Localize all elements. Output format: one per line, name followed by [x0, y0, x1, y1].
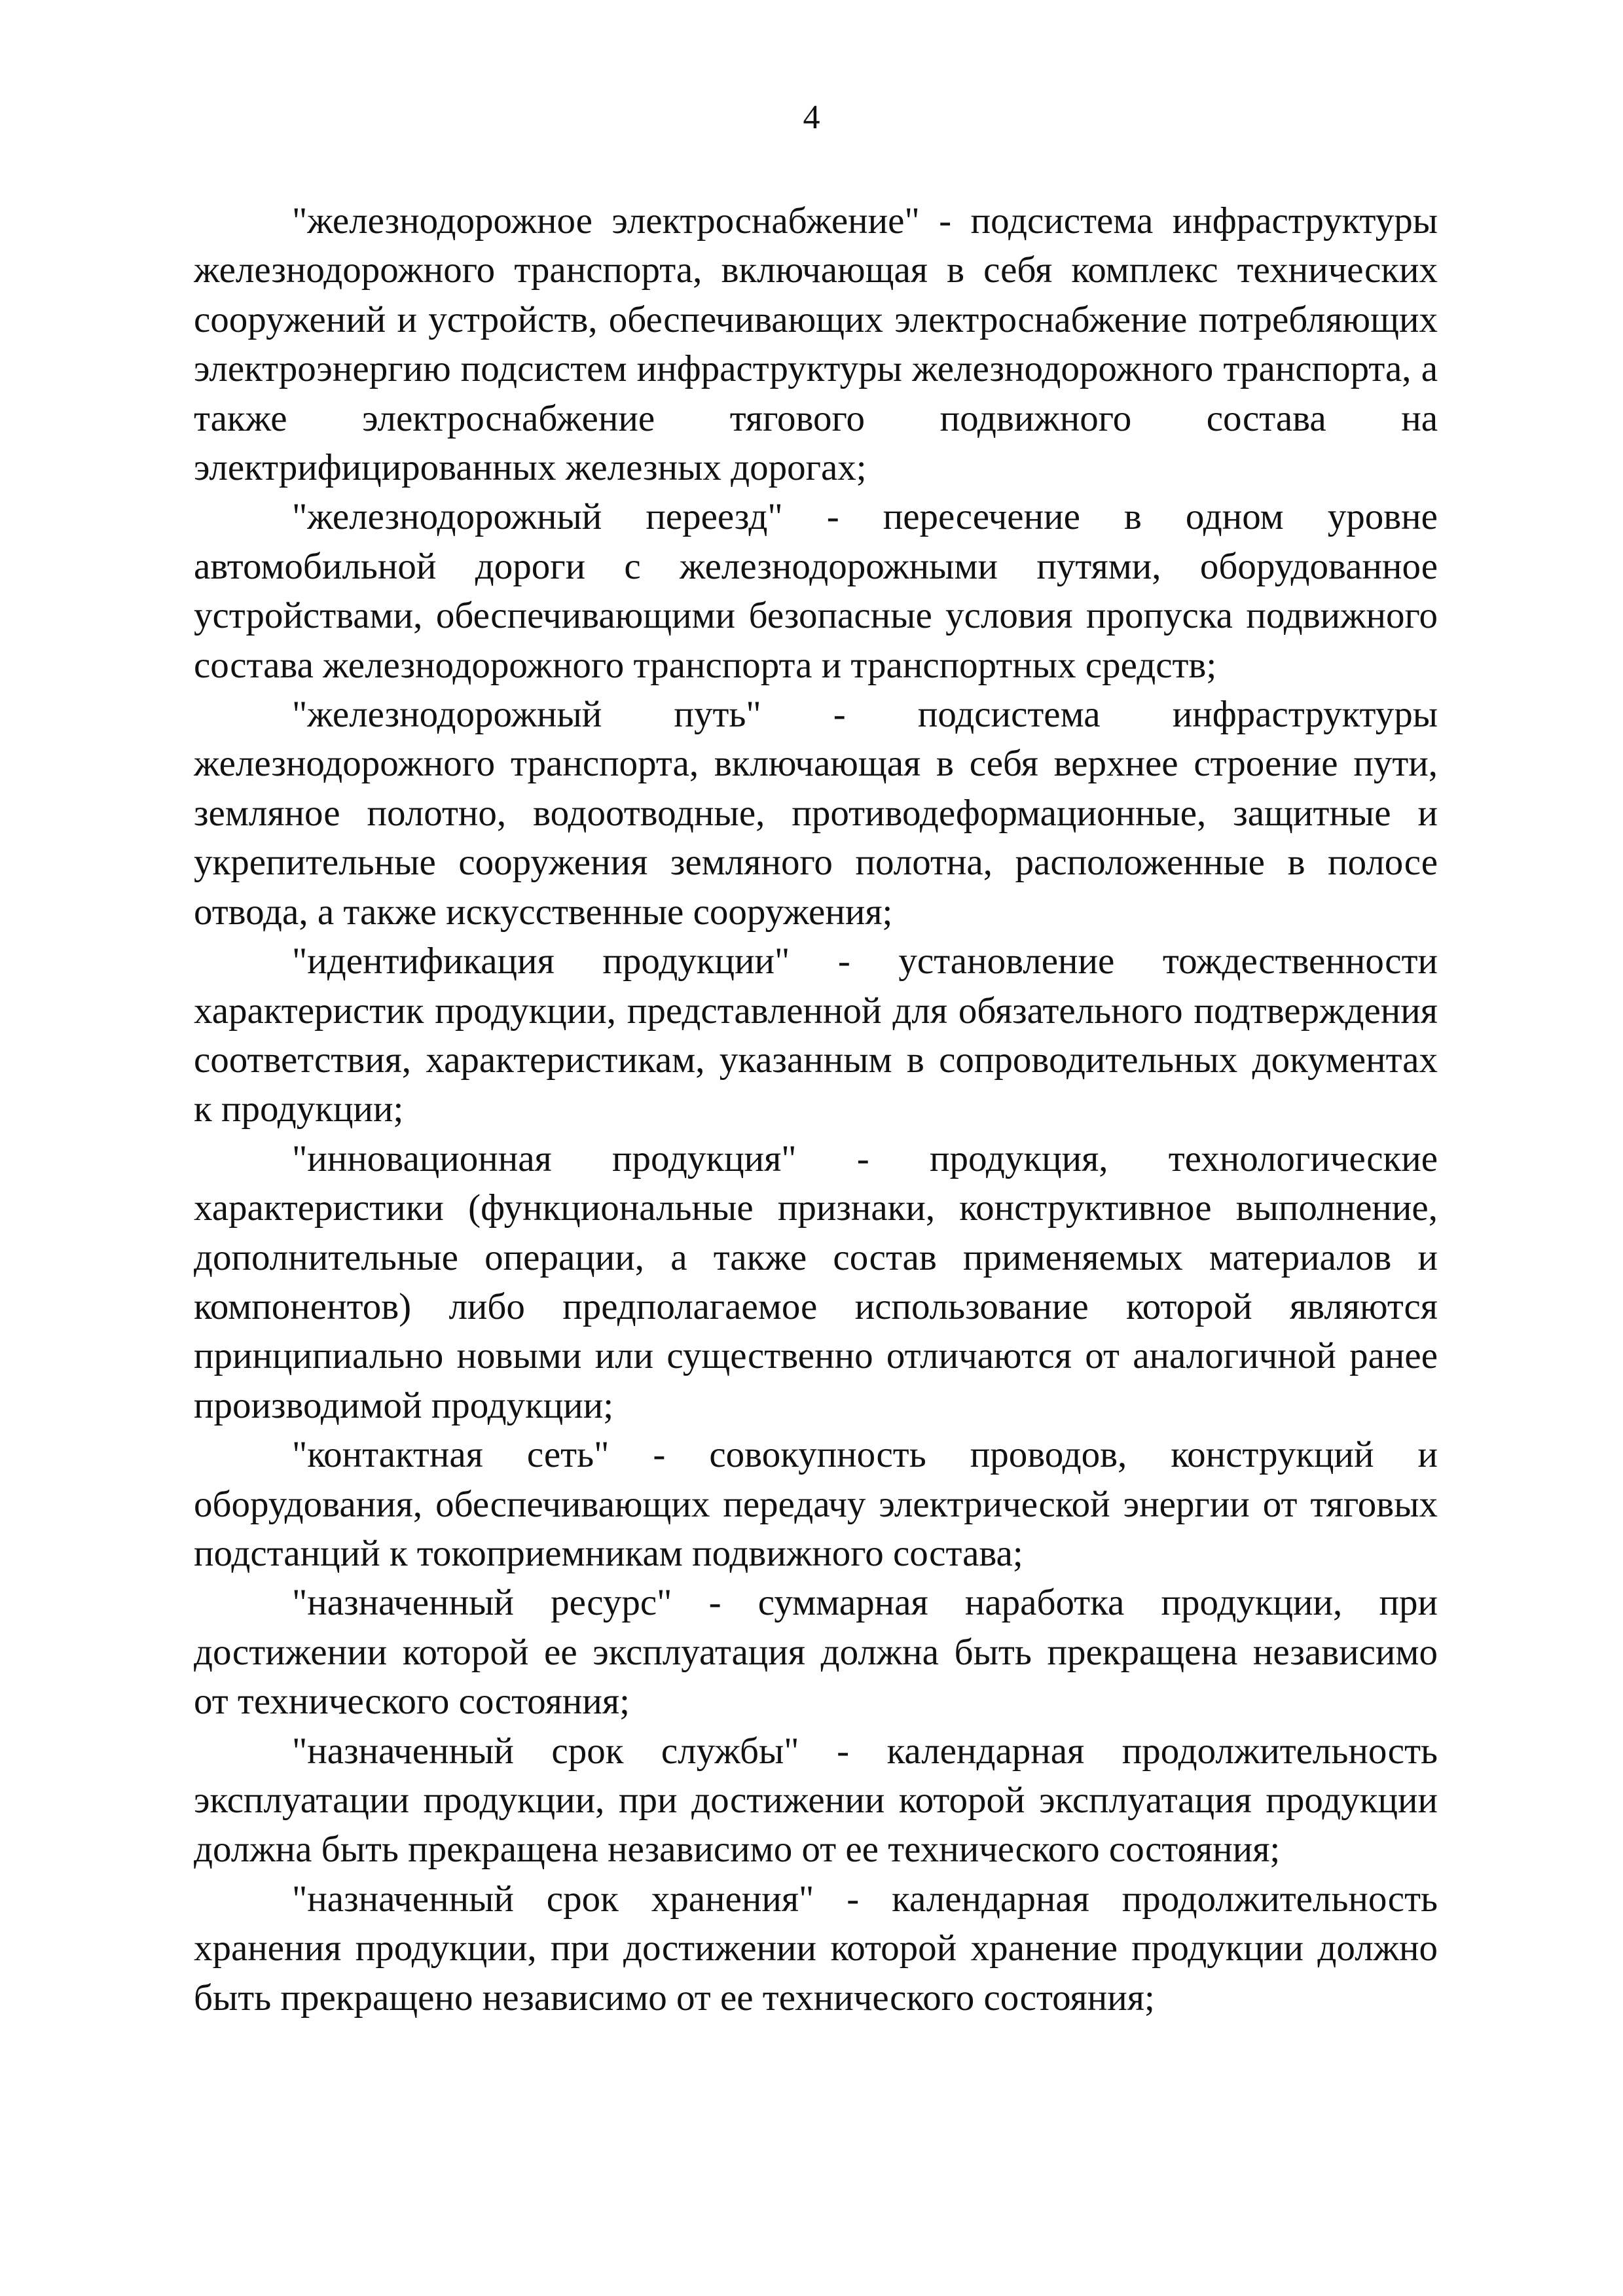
definition-paragraph: "назначенный срок службы" - календарная продолжительность эксплуатации продукции, при достижении которой эксплуатация продукции должна быть прекращена независимо от ее технического состояния; — [194, 1730, 1438, 1871]
definition-paragraph: "контактная сеть" - совокупность проводов, конструкций и оборудования, обеспечивающих передачу электрической энергии от тяговых подстанций к токоприемникам подвижного состава; — [194, 1434, 1438, 1574]
page-number: 4 — [803, 99, 820, 136]
definition-paragraph: "железнодорожное электроснабжение" - подсистема инфраструктуры железнодорожного транспорта, включающая в себя комплекс технических сооружений и устройств, обеспечивающих электроснабжение потребляющих электроэнергию подсистем инфраструктуры железнодорожного транспорта, а также электроснабжение тягового подвижного состава на электрифицированных железных дорогах; — [194, 200, 1438, 489]
definition-paragraph: "инновационная продукция" - продукция, технологические характеристики (функциональные признаки, конструктивное выполнение, дополнительные операции, а также состав применяемых материалов и компонентов) либо предполагаемое использование которой являются принципиально новыми или существенно отличаются от аналогичной ранее производимой продукции; — [194, 1138, 1438, 1426]
definition-paragraph: "идентификация продукции" - установление тождественности характеристик продукции, представленной для обязательного подтверждения соответствия, характеристикам, указанным в сопроводительных документах к продукции; — [194, 941, 1438, 1130]
page-body — [194, 196, 1438, 2022]
definition-paragraph: "назначенный срок хранения" - календарная продолжительность хранения продукции, при достижении которой хранение продукции должно быть прекращено независимо от ее технического состояния; — [194, 1878, 1438, 2018]
definition-paragraph: "железнодорожный путь" - подсистема инфраструктуры железнодорожного транспорта, включающая в себя верхнее строение пути, земляное полотно, водоотводные, противодеформационные, защитные и укрепительные сооружения земляного полотна, расположенные в полосе отвода, а также искусственные сооружения; — [194, 694, 1438, 933]
definition-paragraph: "железнодорожный переезд" - пересечение в одном уровне автомобильной дороги с железнодорожными путями, оборудованное устройствами, обеспечивающими безопасные условия пропуска подвижного состава железнодорожного транспорта и транспортных средств; — [194, 496, 1438, 686]
definition-paragraph: "назначенный ресурс" - суммарная наработка продукции, при достижении которой ее эксплуатация должна быть прекращена независимо от технического состояния; — [194, 1582, 1438, 1723]
